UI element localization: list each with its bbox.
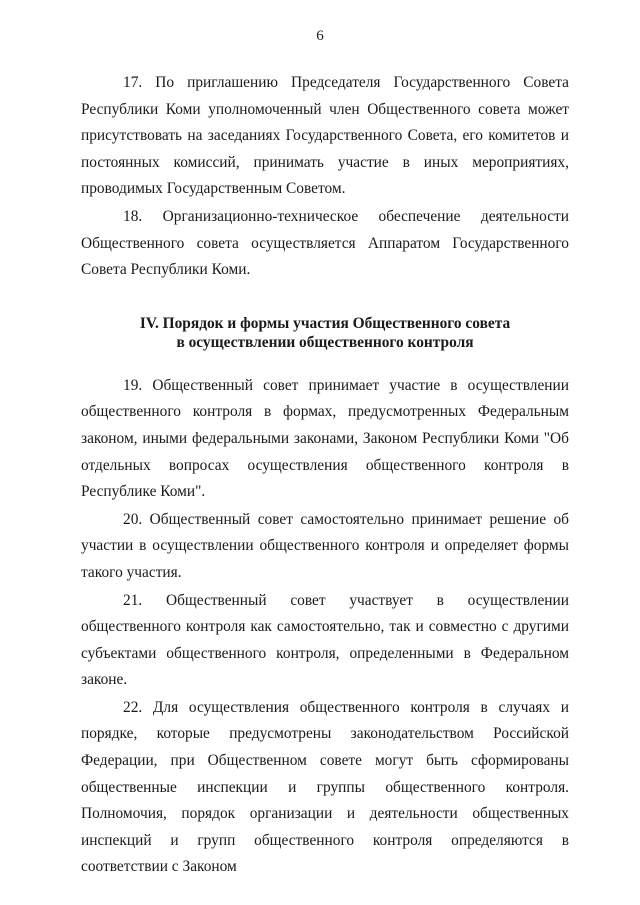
paragraph-22: 22. Для осуществления общественного контроля в случаях и порядке, которые предусмотрены законодательством Российской Федерации, при Общественном совете могут быть сформированы общественные инспекции и группы общественного контроля. Полномочия, порядок организации и деятельности общественных инспекций и групп общественного контроля определяются в соответствии с Законом [81, 698, 569, 876]
section-heading [81, 314, 569, 352]
paragraph-19: 19. Общественный совет принимает участие в осуществлении общественного контроля в формах, предусмотренных Федеральным законом, иными федеральными законами, Законом Республики Коми "Об отдельных вопросах осуществления общественного контроля в Республике Коми". [81, 376, 569, 501]
document-body [81, 70, 569, 881]
page-number: 6 [316, 28, 324, 44]
section-heading-line-1: IV. Порядок и формы участия Общественного совета [139, 314, 511, 332]
section-heading-line-2: в осуществлении общественного контроля [176, 333, 474, 351]
paragraph-17: 17. По приглашению Председателя Государственного Совета Республики Коми уполномоченный член Общественного совета может присутствовать на заседаниях Государственного Совета, его комитетов и постоянных комиссий, принимать участие в иных мероприятиях, проводимых Государственным Советом. [81, 74, 569, 198]
paragraph-18: 18. Организационно-техническое обеспечение деятельности Общественного совета осуществляется Аппаратом Государственного Совета Республики Коми. [81, 207, 569, 279]
paragraph-20: 20. Общественный совет самостоятельно принимает решение об участии в осуществлении общественного контроля и определяет формы такого участия. [81, 510, 569, 581]
paragraph-21: 21. Общественный совет участвует в осуществлении общественного контроля как самостоятельно, так и совместно с другими субъектами общественного контроля, определенными в Федеральном законе. [81, 591, 569, 689]
